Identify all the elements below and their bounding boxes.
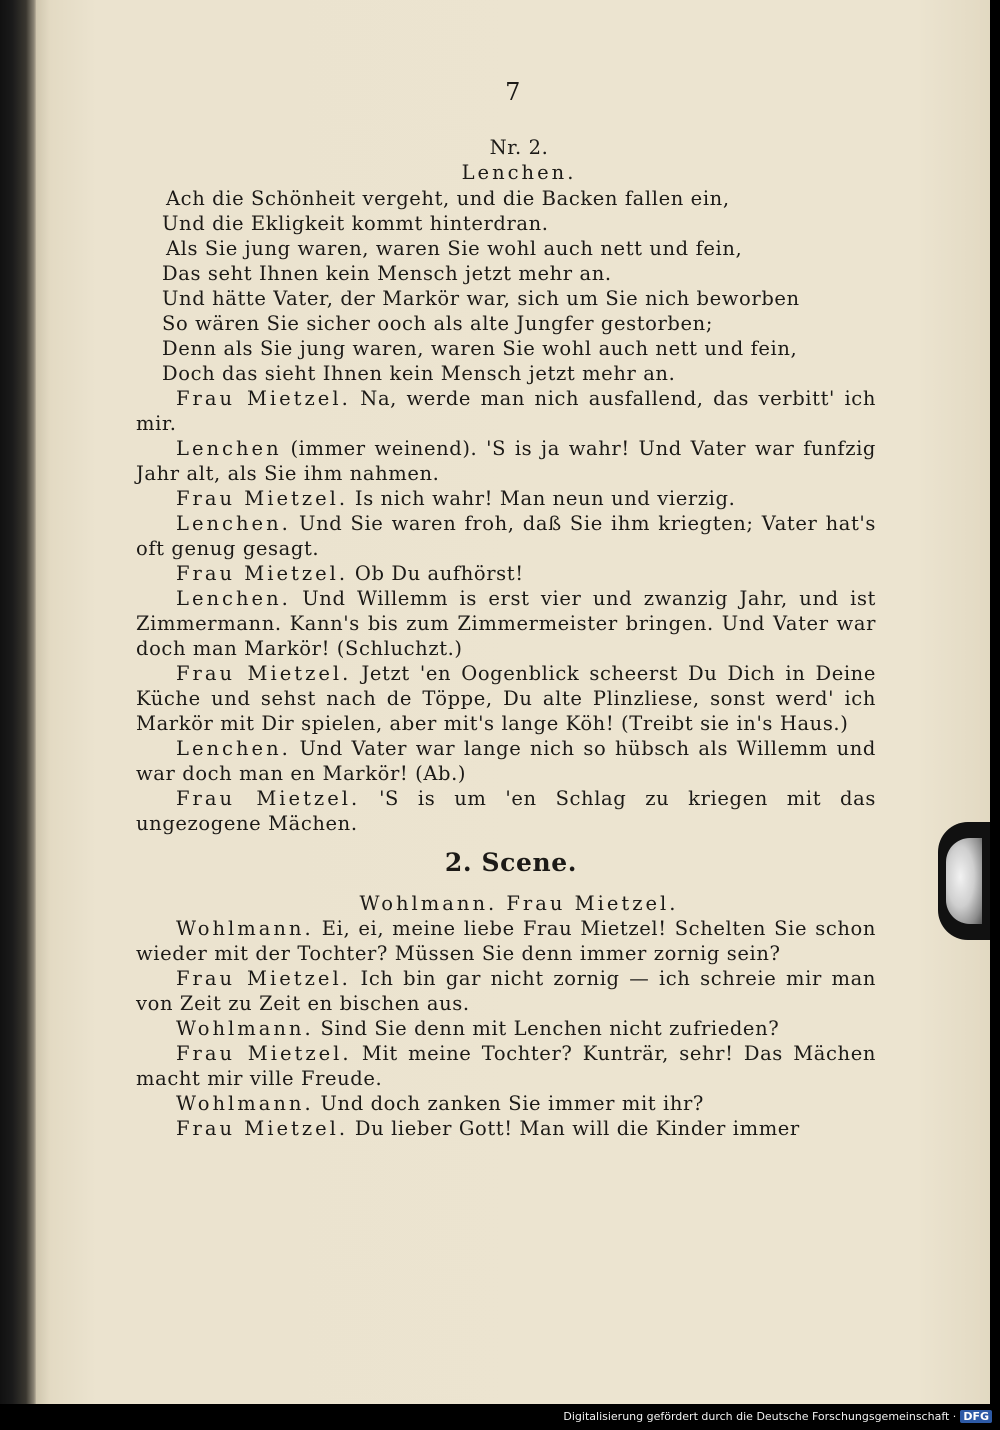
speaker-name: Frau Mietzel. xyxy=(176,487,349,510)
speech xyxy=(136,1091,876,1116)
speech xyxy=(136,486,876,511)
speech xyxy=(136,561,876,586)
speech-text: (immer weinend). 'S is ja wahr! Und Vater war funfzig Jahr alt, als Sie ihm nahmen. xyxy=(136,437,876,485)
song-singer: Lenchen. xyxy=(461,161,577,184)
speech-text: Du lieber Gott! Man will die Kinder immer xyxy=(354,1117,800,1140)
speaker-name: Wohlmann. xyxy=(176,1092,314,1115)
speech xyxy=(136,511,876,561)
scene-persons: Wohlmann. Frau Mietzel. xyxy=(359,892,679,915)
speaker-name: Lenchen. xyxy=(176,737,291,760)
speech xyxy=(136,916,876,966)
speech-text: Ei, ei, meine liebe Frau Mietzel! Schelten Sie schon wieder mit der Tochter? Müssen Sie denn immer zornig sein? xyxy=(136,917,876,965)
verse-line: Und hätte Vater, der Markör war, sich um Sie nich beworben xyxy=(162,287,800,310)
speaker-name: Frau Mietzel. xyxy=(176,787,361,810)
verse-line: Denn als Sie jung waren, waren Sie wohl auch nett und fein, xyxy=(162,337,798,360)
verse-line: Ach die Schönheit vergeht, und die Backen fallen ein, xyxy=(166,187,730,210)
speech-text: Ich bin gar nicht zornig — ich schreie mir man von Zeit zu Zeit en bischen aus. xyxy=(136,967,876,1015)
speaker-name: Frau Mietzel. xyxy=(176,562,349,585)
speech xyxy=(136,436,876,486)
speech xyxy=(136,386,876,436)
speech-text: Is nich wahr! Man neun und vierzig. xyxy=(354,487,736,510)
speech-text: Und Willemm is erst vier und zwanzig Jahr, und ist Zimmermann. Kann's bis zum Zimmermeister bringen. Und Vater war doch man Markör! (Schluchzt.) xyxy=(136,587,876,660)
song-verse xyxy=(136,186,876,386)
dialogue-block-1 xyxy=(136,386,876,836)
verse-line: Doch das sieht Ihnen kein Mensch jetzt mehr an. xyxy=(162,362,676,385)
speech-text: Und Sie waren froh, daß Sie ihm kriegten; Vater hat's oft genug gesagt. xyxy=(136,512,876,560)
speaker-name: Wohlmann. xyxy=(176,917,314,940)
speech-text: Sind Sie denn mit Lenchen nicht zufrieden? xyxy=(320,1017,780,1040)
speaker-name: Frau Mietzel. xyxy=(176,967,351,990)
speaker-name: Lenchen. xyxy=(176,512,291,535)
song-number: Nr. 2. xyxy=(489,136,549,159)
speech xyxy=(136,1116,876,1141)
speaker-name: Lenchen. xyxy=(176,587,291,610)
speech xyxy=(136,786,876,836)
speech-text: Und Vater war lange nich so hübsch als Willemm und war doch man en Markör! (Ab.) xyxy=(136,737,876,785)
speech xyxy=(136,736,876,786)
footer-credit xyxy=(563,1410,992,1423)
speech xyxy=(136,1016,876,1041)
page-content xyxy=(136,80,876,1141)
footer-text: Digitalisierung gefördert durch die Deutsche Forschungsgemeinschaft · xyxy=(563,1410,957,1423)
page-tab-highlight xyxy=(946,838,982,924)
verse-line: Als Sie jung waren, waren Sie wohl auch nett und fein, xyxy=(166,237,743,260)
speech xyxy=(136,586,876,661)
speaker-name: Lenchen xyxy=(176,437,282,460)
dialogue-block-2 xyxy=(136,916,876,1141)
speech xyxy=(136,966,876,1016)
verse-line: Und die Ekligkeit kommt hinterdran. xyxy=(162,212,549,235)
speech-text: Jetzt 'en Oogenblick scheerst Du Dich in Deine Küche und sehst nach de Töppe, Du alte Plinzliese, sonst werd' ich Markör mit Dir spielen, aber mit's lange Köh! (Treibt sie in's Haus.) xyxy=(136,662,876,735)
speaker-name: Frau Mietzel. xyxy=(176,1117,349,1140)
speaker-name: Wohlmann. xyxy=(176,1017,314,1040)
verse-line: Das seht Ihnen kein Mensch jetzt mehr an. xyxy=(162,262,612,285)
dfg-logo: DFG xyxy=(960,1410,992,1423)
speech-text: Mit meine Tochter? Kunträr, sehr! Das Mächen macht mir ville Freude. xyxy=(136,1042,876,1090)
scene-heading: 2. Scene. xyxy=(444,848,578,877)
speech xyxy=(136,1041,876,1091)
book-page xyxy=(36,0,990,1404)
speech-text: Na, werde man nich ausfallend, das verbitt' ich mir. xyxy=(136,387,876,435)
speech xyxy=(136,661,876,736)
speaker-name: Frau Mietzel. xyxy=(176,387,351,410)
speaker-name: Frau Mietzel. xyxy=(176,1042,352,1065)
book-gutter xyxy=(0,0,36,1404)
page-number: 7 xyxy=(505,78,521,106)
verse-line: So wären Sie sicher ooch als alte Jungfer gestorben; xyxy=(162,312,713,335)
speaker-name: Frau Mietzel. xyxy=(176,662,352,685)
speech-text: 'S is um 'en Schlag zu kriegen mit das ungezogene Mächen. xyxy=(136,787,876,835)
speech-text: Und doch zanken Sie immer mit ihr? xyxy=(320,1092,704,1115)
speech-text: Ob Du aufhörst! xyxy=(354,562,524,585)
